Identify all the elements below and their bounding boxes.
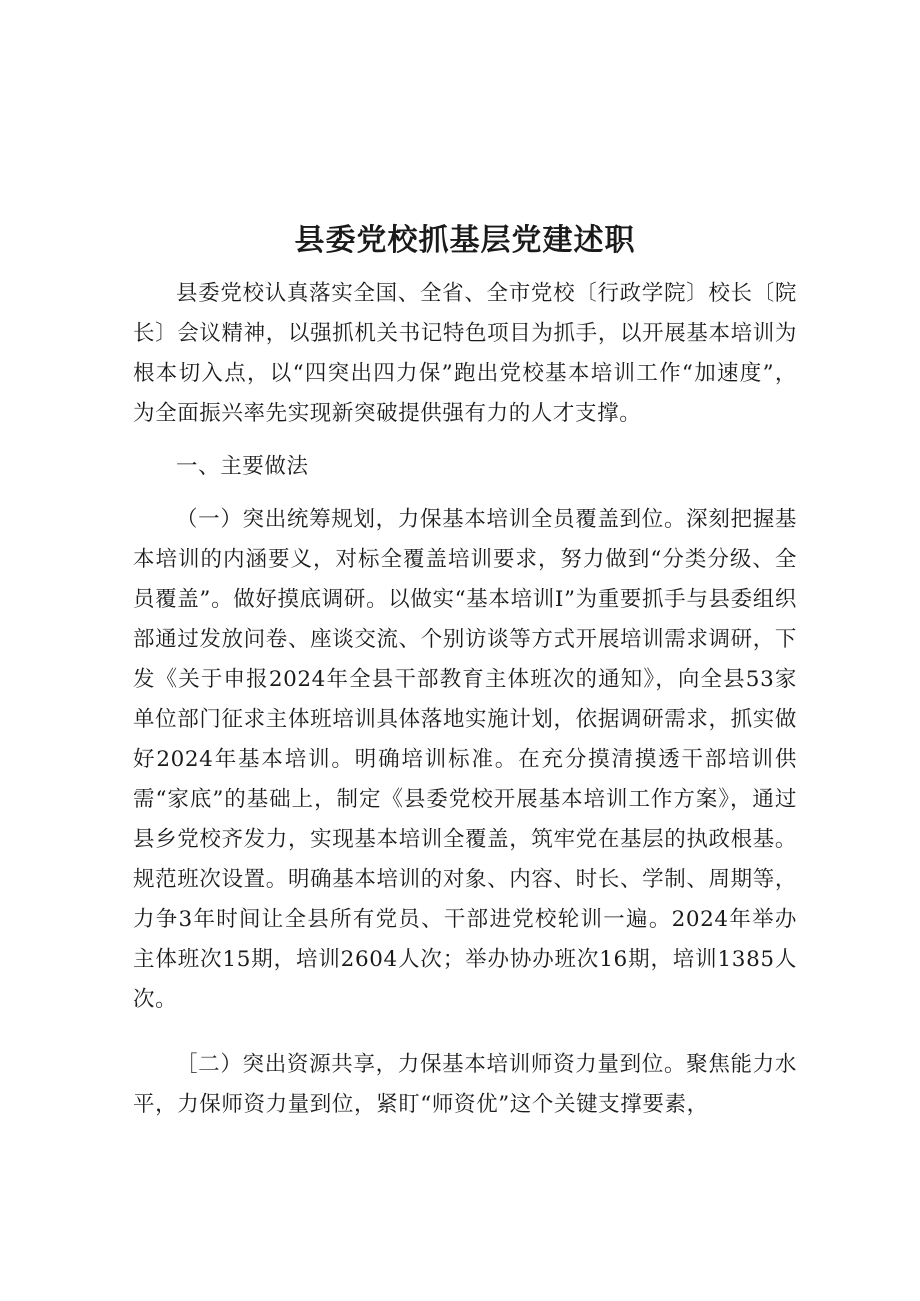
section-heading: 一、主要做法 [176, 454, 309, 479]
item-paragraph-2: ［二）突出资源共享，力保基本培训师资力量到位。聚焦能力水平，力保师资力量到位，紧盯“师资优”这个关键支撑要素， [133, 1052, 797, 1117]
document-title: 县委党校抓基层党建述职 [294, 223, 636, 258]
item-paragraph-1: （一）突出统筹规划，力保基本培训全员覆盖到位。深刻把握基本培训的内涵要义，对标全覆盖培训要求，努力做到“分类分级、全员覆盖”。做好摸底调研。以做实“基本培训I”为重要抓手与县委组织部通过发放问卷、座谈交流、个别访谈等方式开展培训需求调研，下发《关于申报2024年全县干部教育主体班次的通知》，向全县53家单位部门征求主体班培训具体落地实施计划，依据调研需求，抓实做好2024年基本培训。明确培训标准。在充分摸清摸透干部培训供需“家底”的基础上，制定《县委党校开展基本培训工作方案》，通过县乡党校齐发力，实现基本培训全覆盖，筑牢党在基层的执政根基。规范班次设置。明确基本培训的对象、内容、时长、学制、周期等，力争3年时间让全县所有党员、干部进党校轮训一遍。2024年举办主体班次15期，培训2604人次；举办协办班次16期，培训1385人次。 [133, 507, 797, 1012]
intro-paragraph: 县委党校认真落实全国、全省、全市党校〔行政学院〕校长〔院长〕会议精神，以强抓机关书记特色项目为抓手，以开展基本培训为根本切入点，以“四突出四力保”跑出党校基本培训工作“加速度”，为全面振兴率先实现新突破提供强有力的人才支撑。 [133, 281, 797, 426]
